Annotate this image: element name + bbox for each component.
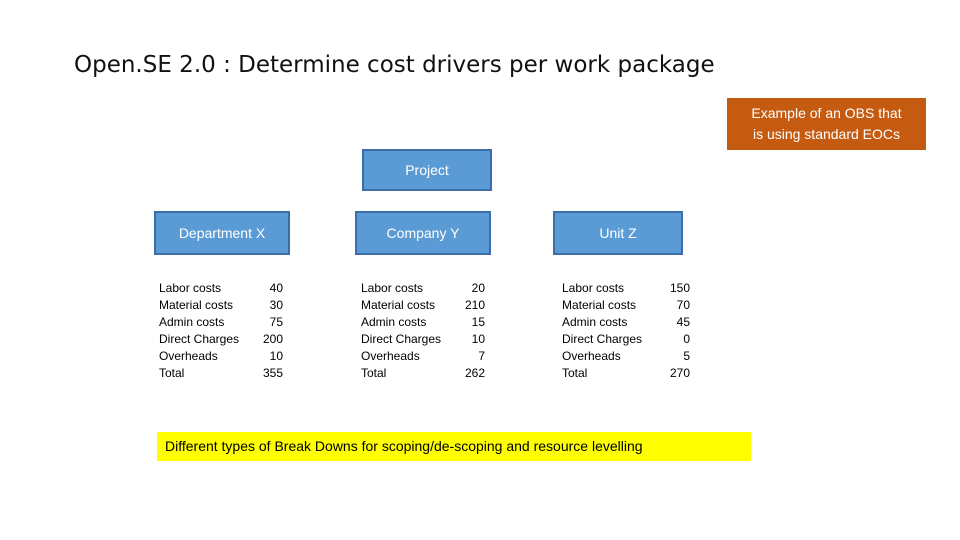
- cost-label: Labor costs: [361, 281, 424, 295]
- cost-value: 20: [471, 281, 485, 295]
- cost-row: [361, 297, 485, 314]
- cost-row: [159, 280, 283, 297]
- cost-row: [361, 331, 485, 348]
- cost-row: [159, 365, 283, 382]
- cost-label: Direct Charges: [361, 332, 442, 346]
- cost-label: Admin costs: [159, 315, 225, 329]
- project-node: Project: [362, 149, 492, 191]
- cost-value: 75: [269, 315, 283, 329]
- company-y-cost-list: [361, 280, 485, 382]
- cost-value: 355: [262, 366, 283, 380]
- cost-value: 5: [683, 349, 690, 363]
- cost-value: 262: [464, 366, 485, 380]
- cost-row: [562, 314, 690, 331]
- cost-row: [562, 365, 690, 382]
- department-x-node: Department X: [154, 211, 290, 255]
- cost-value: 270: [669, 366, 690, 380]
- cost-label: Admin costs: [562, 315, 628, 329]
- cost-label: Material costs: [361, 298, 436, 312]
- cost-row: [361, 280, 485, 297]
- callout-line-2: is using standard EOCs: [752, 126, 901, 142]
- company-y-node: Company Y: [355, 211, 491, 255]
- cost-row: [361, 314, 485, 331]
- cost-row: [361, 348, 485, 365]
- cost-value: 30: [269, 298, 283, 312]
- cost-row: [562, 297, 690, 314]
- cost-value: 15: [471, 315, 485, 329]
- page-title: Open.SE 2.0 : Determine cost drivers per work package: [74, 52, 715, 78]
- cost-value: 10: [269, 349, 283, 363]
- unit-z-cost-list: [562, 280, 690, 382]
- cost-row: [361, 365, 485, 382]
- cost-label: Admin costs: [361, 315, 427, 329]
- cost-label: Material costs: [562, 298, 637, 312]
- cost-label: Direct Charges: [562, 332, 643, 346]
- cost-value: 10: [471, 332, 485, 346]
- cost-value: 0: [683, 332, 690, 346]
- cost-label: Direct Charges: [159, 332, 240, 346]
- cost-label: Overheads: [159, 349, 218, 363]
- cost-label: Total: [159, 366, 185, 380]
- obs-example-callout: [727, 98, 926, 150]
- cost-value: 150: [669, 281, 690, 295]
- unit-z-node: Unit Z: [553, 211, 683, 255]
- cost-value: 40: [269, 281, 283, 295]
- cost-value: 7: [478, 349, 485, 363]
- cost-label: Overheads: [361, 349, 420, 363]
- cost-value: 45: [676, 315, 690, 329]
- cost-row: [562, 280, 690, 297]
- cost-label: Overheads: [562, 349, 621, 363]
- cost-row: [562, 331, 690, 348]
- cost-value: 210: [464, 298, 485, 312]
- cost-label: Total: [562, 366, 588, 380]
- cost-row: [562, 348, 690, 365]
- cost-label: Labor costs: [562, 281, 625, 295]
- cost-label: Total: [361, 366, 387, 380]
- cost-value: 200: [262, 332, 283, 346]
- cost-row: [159, 348, 283, 365]
- cost-label: Material costs: [159, 298, 234, 312]
- callout-line-1: Example of an OBS that: [751, 105, 902, 121]
- cost-row: [159, 297, 283, 314]
- cost-label: Labor costs: [159, 281, 222, 295]
- department-x-cost-list: [159, 280, 283, 382]
- cost-row: [159, 331, 283, 348]
- cost-row: [159, 314, 283, 331]
- cost-value: 70: [676, 298, 690, 312]
- breakdown-banner: Different types of Break Downs for scoping/de-scoping and resource levelling: [157, 432, 751, 461]
